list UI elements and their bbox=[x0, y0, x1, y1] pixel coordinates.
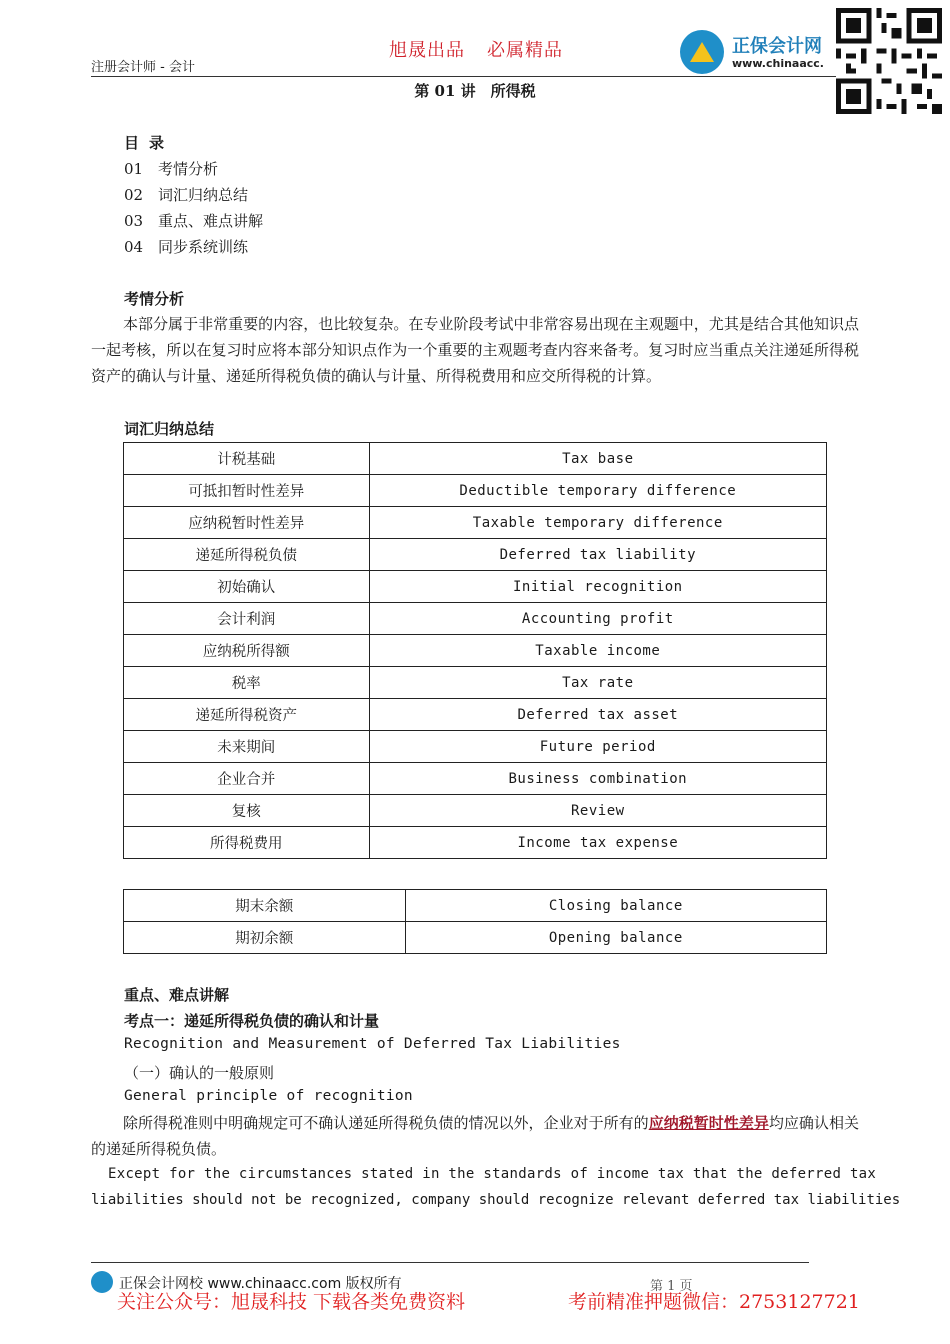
vocab-chinese-term: 期初余额 bbox=[124, 922, 406, 954]
vocab-row bbox=[124, 603, 827, 635]
footer-rule bbox=[91, 1262, 809, 1263]
course-title: 注册会计师 - 会计 bbox=[91, 60, 195, 75]
vocab-english-term: Tax rate bbox=[369, 667, 826, 699]
brand-logo-name: 正保会计网 bbox=[732, 36, 822, 57]
vocab-english-term: Deductible temporary difference bbox=[369, 475, 826, 507]
footer-copyright: 正保会计网校 www.chinaacc.com 版权所有 bbox=[119, 1276, 402, 1292]
vocab-chinese-term: 企业合并 bbox=[124, 763, 370, 795]
slogan-part-1: 旭晟出品 bbox=[389, 40, 465, 61]
toc-title: 目录 bbox=[124, 134, 175, 152]
slogan-part-2: 必属精品 bbox=[487, 40, 563, 61]
vocab-row bbox=[124, 795, 827, 827]
sub1-title: （一）确认的一般原则 bbox=[124, 1064, 275, 1082]
principle-english-line-2: liabilities should not be recognized, company should recognize relevant deferred tax liabilities bbox=[91, 1192, 901, 1208]
vocab-row bbox=[124, 475, 827, 507]
vocab-table-balances bbox=[123, 889, 827, 954]
brand-logo-icon bbox=[680, 30, 724, 74]
vocab-row bbox=[124, 763, 827, 795]
vocab-row bbox=[124, 827, 827, 859]
footer-logo-icon bbox=[91, 1271, 113, 1293]
toc-item bbox=[124, 236, 248, 257]
vocab-english-term: Initial recognition bbox=[369, 571, 826, 603]
key-points-heading: 重点、难点讲解 bbox=[124, 986, 230, 1004]
vocab-chinese-term: 复核 bbox=[124, 795, 370, 827]
vocab-english-term: Business combination bbox=[369, 763, 826, 795]
vocab-english-term: Deferred tax liability bbox=[369, 539, 826, 571]
toc-item-number: 03 bbox=[124, 212, 144, 230]
vocab-chinese-term: 所得税费用 bbox=[124, 827, 370, 859]
vocab-english-term: Deferred tax asset bbox=[369, 699, 826, 731]
vocab-row bbox=[124, 731, 827, 763]
principle-english-line-1: Except for the circumstances stated in the standards of income tax that the deferred tax bbox=[108, 1166, 877, 1182]
vocab-chinese-term: 会计利润 bbox=[124, 603, 370, 635]
header-rule bbox=[91, 76, 836, 77]
vocab-english-term: Accounting profit bbox=[369, 603, 826, 635]
vocab-english-term: Closing balance bbox=[405, 890, 826, 922]
analysis-body: 本部分属于非常重要的内容，也比较复杂。在专业阶段考试中非常容易出现在主观题中，尤其是结合其他知识点一起考核，所以在复习时应将本部分知识点作为一个重要的主观题考查内容来备考。复习时应当重点关注递延所得税资产的确认与计量、递延所得税负债的确认与计量、所得税费用和应交所得税的计算。 bbox=[91, 315, 859, 385]
vocab-row bbox=[124, 922, 827, 954]
vocab-chinese-term: 初始确认 bbox=[124, 571, 370, 603]
watermark-left: 关注公众号：旭晟科技 下载各类免费资料 bbox=[117, 1291, 466, 1313]
vocab-chinese-term: 应纳税所得额 bbox=[124, 635, 370, 667]
vocab-row bbox=[124, 667, 827, 699]
toc-item-label: 词汇归纳总结 bbox=[158, 186, 249, 204]
lecture-title: 第 01 讲 所得税 bbox=[414, 82, 536, 100]
vocab-chinese-term: 递延所得税资产 bbox=[124, 699, 370, 731]
vocab-english-term: Income tax expense bbox=[369, 827, 826, 859]
vocab-row bbox=[124, 539, 827, 571]
analysis-heading: 考情分析 bbox=[124, 290, 185, 308]
toc-item-label: 考情分析 bbox=[158, 160, 219, 178]
sub1-english-title: General principle of recognition bbox=[124, 1088, 413, 1104]
point1-title: 考点一：递延所得税负债的确认和计量 bbox=[124, 1012, 380, 1030]
slogan bbox=[389, 36, 563, 62]
point1-english-title: Recognition and Measurement of Deferred Tax Liabilities bbox=[124, 1036, 621, 1052]
vocab-english-term: Future period bbox=[369, 731, 826, 763]
vocab-row bbox=[124, 635, 827, 667]
toc-item-label: 同步系统训练 bbox=[158, 238, 249, 256]
brand-logo bbox=[680, 30, 830, 74]
vocab-heading: 词汇归纳总结 bbox=[124, 420, 215, 438]
vocab-english-term: Review bbox=[369, 795, 826, 827]
vocab-row bbox=[124, 890, 827, 922]
toc-item-label: 重点、难点讲解 bbox=[158, 212, 264, 230]
watermark-right: 考前精准押题微信：2753127721 bbox=[568, 1291, 860, 1313]
page-number: 第 1 页 bbox=[650, 1279, 693, 1294]
brand-logo-url: www.chinaacc. bbox=[732, 57, 824, 70]
vocab-row bbox=[124, 699, 827, 731]
vocab-chinese-term: 递延所得税负债 bbox=[124, 539, 370, 571]
toc-item bbox=[124, 210, 263, 231]
vocab-english-term: Tax base bbox=[369, 443, 826, 475]
toc-item-number: 04 bbox=[124, 238, 144, 256]
highlight-term: 应纳税暂时性差异 bbox=[648, 1114, 769, 1132]
toc-item-number: 01 bbox=[124, 160, 144, 178]
principle-paragraph bbox=[91, 1110, 859, 1162]
vocab-chinese-term: 可抵扣暂时性差异 bbox=[124, 475, 370, 507]
vocab-english-term: Taxable income bbox=[369, 635, 826, 667]
vocab-row bbox=[124, 571, 827, 603]
vocab-chinese-term: 未来期间 bbox=[124, 731, 370, 763]
toc-item-number: 02 bbox=[124, 186, 144, 204]
principle-text-1: 除所得税准则中明确规定可不确认递延所得税负债的情况以外，企业对于所有的 bbox=[123, 1114, 649, 1132]
principle-text-2: 均应确认相关的递延所得税负债。 bbox=[91, 1114, 859, 1158]
vocab-english-term: Taxable temporary difference bbox=[369, 507, 826, 539]
vocab-table bbox=[123, 442, 827, 859]
toc-item bbox=[124, 158, 218, 179]
vocab-chinese-term: 应纳税暂时性差异 bbox=[124, 507, 370, 539]
vocab-chinese-term: 期末余额 bbox=[124, 890, 406, 922]
toc-item bbox=[124, 184, 248, 205]
vocab-english-term: Opening balance bbox=[405, 922, 826, 954]
vocab-chinese-term: 税率 bbox=[124, 667, 370, 699]
vocab-row bbox=[124, 443, 827, 475]
vocab-row bbox=[124, 507, 827, 539]
vocab-chinese-term: 计税基础 bbox=[124, 443, 370, 475]
